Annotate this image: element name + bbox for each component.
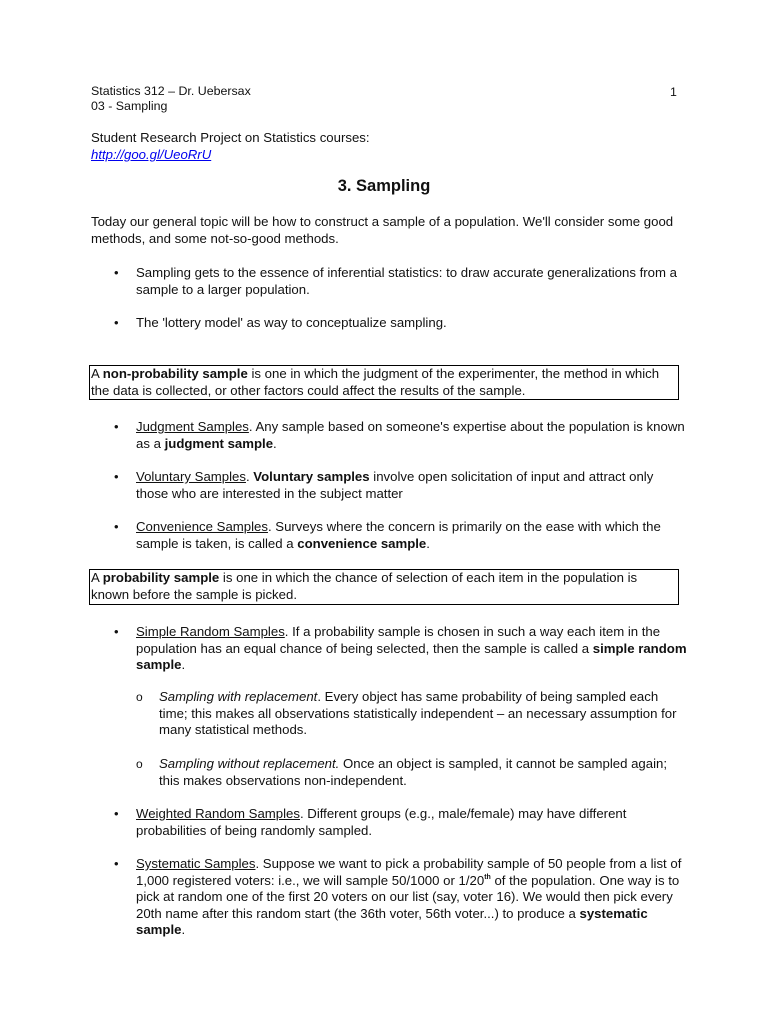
list-item: • The 'lottery model' as way to conceptualize sampling. xyxy=(114,315,447,330)
bullet-icon: • xyxy=(114,265,119,280)
list-item: • Weighted Random Samples. Different groups (e.g., male/female) may have different probabilities of being randomly sampled. xyxy=(114,806,627,838)
non-probability-definition-box: A non-probability sample is one in which the judgment of the experimenter, the method in which the data is collected, or other factors could affect the results of the sample. xyxy=(89,365,679,400)
bullet-icon: • xyxy=(114,856,119,871)
page-title: 3. Sampling xyxy=(337,177,431,195)
page-number: 1 xyxy=(670,85,677,99)
list-item: • Systematic Samples. Suppose we want to pick a probability sample of 50 people from a list of 1,000 registered voters: i.e., we will sample 50/1000 or 1/20th of the population. One way is to pick at random one of the first 20 voters on our list (say, voter 16). We would then pick every 20th name after this random start (the 36th voter, 56th voter...) to produce a systematic sample. xyxy=(114,856,682,938)
bullet-icon: • xyxy=(114,519,119,534)
bullet-icon: • xyxy=(114,624,119,639)
list-item: • Convenience Samples. Surveys where the concern is primarily on the ease with which the sample is taken, is called a convenience sample. xyxy=(114,519,661,551)
list-item: • Voluntary Samples. Voluntary samples involve open solicitation of input and attract only those who are interested in the subject matter xyxy=(114,469,654,501)
bullet-icon: • xyxy=(114,419,119,434)
list-item: • Sampling gets to the essence of inferential statistics: to draw accurate generalizations from a sample to a larger population. xyxy=(114,265,677,297)
list-item: • Judgment Samples. Any sample based on someone's expertise about the population is known as a judgment sample. xyxy=(114,419,685,451)
bullet-icon: • xyxy=(114,315,119,330)
circle-bullet-icon: o xyxy=(136,757,143,771)
project-link[interactable]: http://goo.gl/UeoRrU xyxy=(91,147,212,162)
probability-definition-box: A probability sample is one in which the chance of selection of each item in the population is known before the sample is picked. xyxy=(89,569,679,605)
sub-list-item: o Sampling without replacement. Once an object is sampled, it cannot be sampled again; this makes observations non-independent. xyxy=(136,756,668,788)
lecture-header: 03 - Sampling xyxy=(91,99,168,113)
course-header: Statistics 312 – Dr. Uebersax xyxy=(91,84,251,98)
bullet-icon: • xyxy=(114,806,119,821)
project-link-row xyxy=(91,147,687,164)
list-item: • Simple Random Samples. If a probability sample is chosen in such a way each item in the population has an equal chance of being selected, then the sample is called a simple random sample. xyxy=(114,624,687,673)
sub-list-item: o Sampling with replacement. Every object has same probability of being sampled each time; this makes all observations statistically independent – an necessary assumption for many statistical methods. xyxy=(136,689,677,738)
project-label: Student Research Project on Statistics courses: xyxy=(91,130,370,145)
intro-paragraph: Today our general topic will be how to construct a sample of a population. We'll consider some good methods, and some not-so-good methods. xyxy=(91,214,674,246)
bullet-icon: • xyxy=(114,469,119,484)
circle-bullet-icon: o xyxy=(136,690,143,704)
